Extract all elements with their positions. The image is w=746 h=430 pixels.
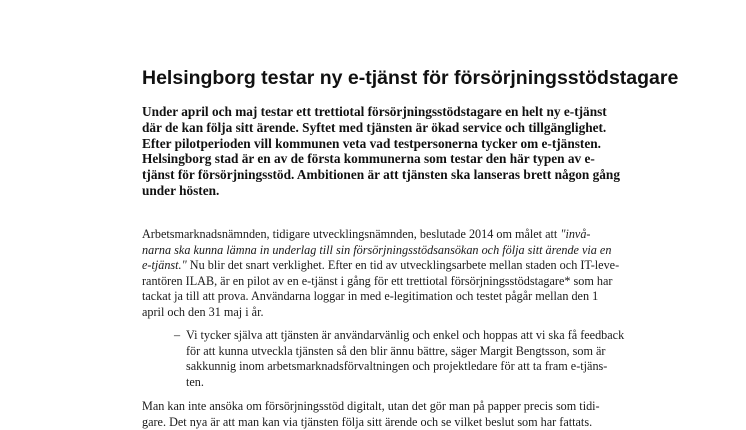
lead-line: Helsingborg stad är en av de första kommunerna som testar den här typen av e-	[142, 151, 622, 167]
closing-paragraph	[142, 399, 622, 430]
body-line: april och den 31 maj i år.	[142, 305, 622, 321]
lead-line: där de kan följa sitt ärende. Syftet med tjänsten är ökad service och tillgänglighet.	[142, 120, 622, 136]
quote-line: Vi tycker själva att tjänsten är användarvänlig och enkel och hoppas att vi ska få feedback	[186, 328, 656, 344]
body-quote-text: narna ska kunna lämna in underlag till sin försörjningsstödsansökan och följa sitt ärende via en	[142, 243, 611, 257]
quote-line: ten.	[186, 375, 656, 391]
body-line: rantören ILAB, är en pilot av en e-tjänst i gång för ett trettiotal försörjningsstödstagare* som har	[142, 274, 622, 290]
quote-line: för att kunna utveckla tjänsten så den blir ännu bättre, säger Margit Bengtsson, som är	[186, 344, 656, 360]
quote-line: sakkunnig inom arbetsmarknadsförvaltningen och projektledare för att ta fram e-tjäns-	[186, 359, 656, 375]
lead-paragraph	[142, 104, 622, 199]
body-paragraph	[142, 227, 622, 320]
body-quote-text: "invå-	[560, 227, 590, 241]
lead-line: tjänst för försörjningsstöd. Ambitionen är att tjänsten ska lanseras brett någon gång	[142, 167, 622, 183]
body-line	[142, 243, 622, 259]
closing-line: gare. Det nya är att man kan via tjänsten följa sitt ärende och se vilket beslut som har fattats.	[142, 415, 622, 430]
body-line	[142, 227, 622, 243]
closing-line: Man kan inte ansöka om försörjningsstöd digitalt, utan det gör man på papper precis som tidi-	[142, 399, 622, 415]
quote-dash: –	[174, 328, 180, 344]
body-line	[142, 258, 622, 274]
body-text: Arbetsmarknadsnämnden, tidigare utvecklingsnämnden, beslutade 2014 om målet att	[142, 227, 560, 241]
lead-line: Under april och maj testar ett trettiotal försörjningsstödstagare en helt ny e-tjänst	[142, 104, 622, 120]
lead-line: under hösten.	[142, 183, 622, 199]
page-title: Helsingborg testar ny e-tjänst för försörjningsstödstagare	[142, 66, 702, 90]
body-line: tackat ja till att prova. Användarna loggar in med e-legitimation och testet pågår mellan den 1	[142, 289, 622, 305]
quote-paragraph	[186, 328, 656, 390]
body-quote-text: e-tjänst."	[142, 258, 187, 272]
body-text: Nu blir det snart verklighet. Efter en tid av utvecklingsarbete mellan staden och IT-leve-	[187, 258, 619, 272]
lead-line: Efter pilotperioden vill kommunen veta vad testpersonerna tycker om e-tjänsten.	[142, 136, 622, 152]
